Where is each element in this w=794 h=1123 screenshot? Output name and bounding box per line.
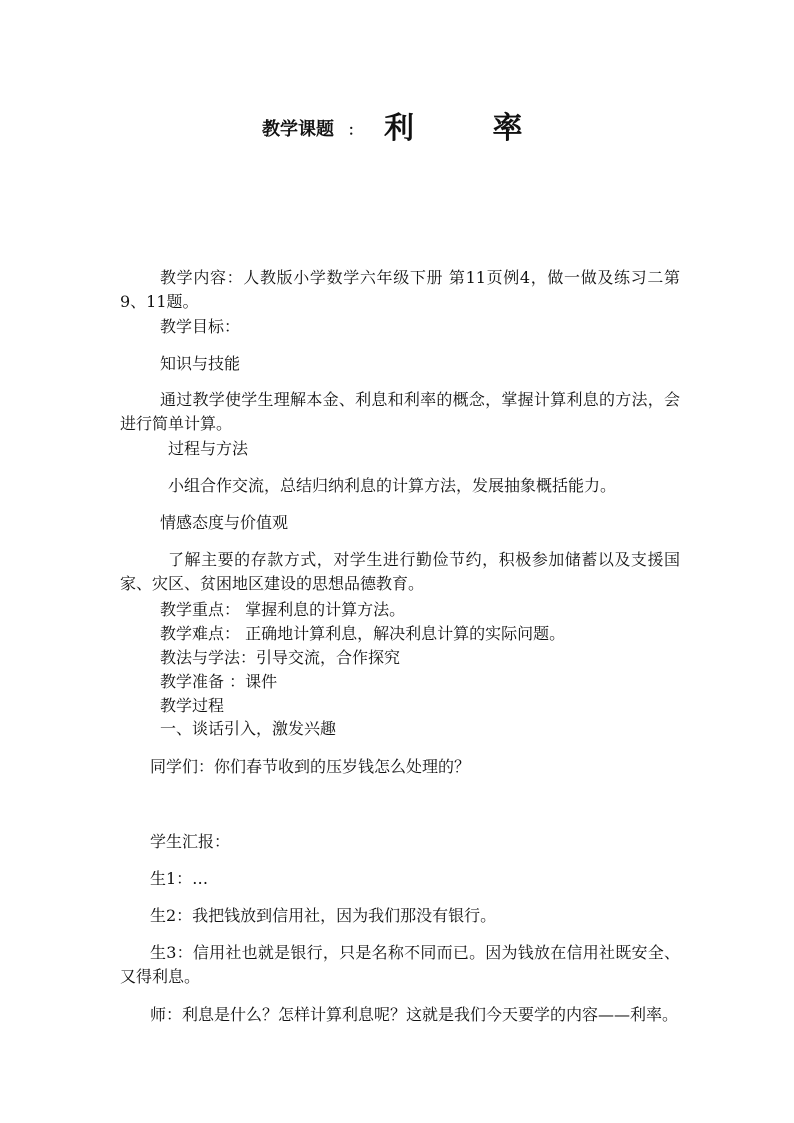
emotion-heading: 情感态度与价值观: [160, 513, 289, 532]
lesson-title: [262, 100, 556, 144]
lesson-title-label: 教学课题: [262, 119, 334, 140]
student-3: 生3：信用社也就是银行，只是名称不同而已。因为钱放在信用社既安全、又得利息。: [120, 943, 680, 986]
student-report: 学生汇报：: [150, 832, 231, 851]
step-one: 一、谈话引入，激发兴趣: [160, 719, 337, 738]
process-title: 教学过程: [160, 696, 225, 715]
process-method-heading: 过程与方法: [168, 439, 249, 458]
lesson-topic: 利 率: [384, 111, 557, 146]
student-2: 生2：我把钱放到信用社，因为我们那没有银行。: [150, 906, 497, 925]
teacher-line: 师：利息是什么？怎样计算利息呢？这就是我们今天要学的内容——利率。: [150, 1005, 679, 1024]
process-method-text: 小组合作交流，总结归纳利息的计算方法，发展抽象概括能力。: [168, 476, 617, 495]
lesson-title-colon: ：: [348, 123, 362, 139]
teaching-content: 教学内容：人教版小学数学六年级下册 第11页例4，做一做及练习二第9、11题。: [120, 268, 680, 311]
emotion-text: 了解主要的存款方式，对学生进行勤俭节约，积极参加储蓄以及支援国家、灾区、贫困地区建设的思想品德教育。: [120, 550, 680, 593]
goals-heading: 教学目标：: [160, 317, 241, 336]
key-point: 教学重点： 掌握利息的计算方法。: [160, 600, 406, 619]
knowledge-text: 通过教学使学生理解本金、利息和利率的概念，掌握计算利息的方法，会进行简单计算。: [120, 390, 680, 433]
methods: 教法与学法：引导交流，合作探究: [160, 648, 401, 667]
student-1: 生1：…: [150, 869, 209, 888]
knowledge-heading: 知识与技能: [160, 354, 241, 373]
preparation: 教学准备 ：课件: [160, 672, 278, 691]
difficulty: 教学难点： 正确地计算利息，解决利息计算的实际问题。: [160, 624, 566, 643]
opening-question: 同学们：你们春节收到的压岁钱怎么处理的？: [150, 757, 471, 776]
